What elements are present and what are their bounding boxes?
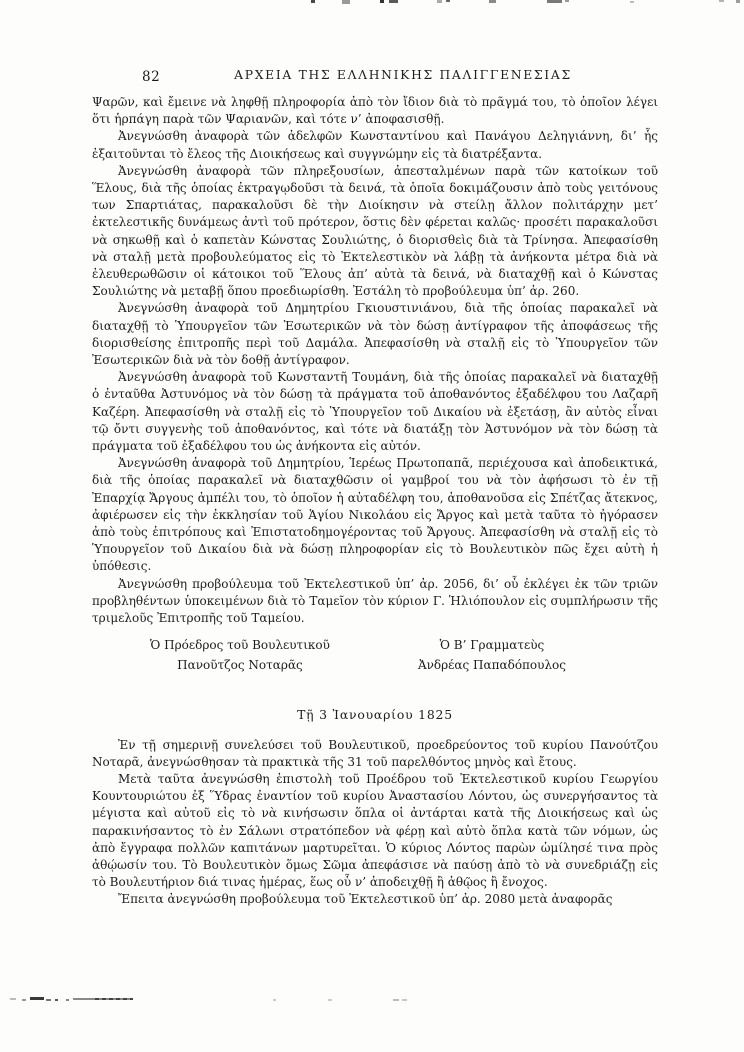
session-date-heading: Τῇ 3 Ἰανουαρίου 1825	[297, 707, 453, 723]
scan-artifact	[273, 999, 276, 1001]
scan-artifact	[22, 999, 26, 1001]
scan-artifact	[402, 999, 407, 1001]
running-header	[92, 68, 658, 86]
body-paragraph: Ἀνεγνώσθη ἀναφορὰ τοῦ Κωνσταντῆ Τουμάνη, διὰ τῆς ὁποίας παρακαλεῖ νὰ διαταχθῇ ὁ ἐνταῦθα Ἀστυνόμος νὰ τὸν δώσῃ τὰ πράγματα τοῦ ἀποθανόντος ἐξαδέλφου του Λαζαρῆ Καζέρη. Ἀπεφασίσθη νὰ σταλῇ εἰς τὸ Ὑπουργεῖον τοῦ Δικαίου νὰ ἐξετάσῃ, ἂν αὐτὸς εἶναι τῷ ὄντι συγγενὴς τοῦ ἀποθανόντος, καὶ τότε νὰ διατάξῃ τὸν Ἀστυνόμον νὰ τὸν δώσῃ τὰ πράγματα τοῦ ἐξαδέλφου του ὡς ἀνήκοντα εἰς αὐτόν.	[92, 370, 658, 454]
scan-artifact	[55, 999, 58, 1001]
scan-artifact	[489, 0, 496, 3]
header-title: ΑΡΧΕΙΑ ΤΗΣ ΕΛΛΗΝΙΚΗΣ ΠΑΛΙΓΓΕΝΕΣΙΑΣ	[234, 68, 572, 82]
scan-artifact	[66, 999, 69, 1001]
page-body	[92, 94, 658, 909]
body-paragraph: Ψαρῶν, καὶ ἔμεινε νὰ ληφθῇ πληροφορία ἀπὸ τὸν ἴδιον διὰ τὸ πρᾶγμά του, τὸ ὁποῖον λέγει ὅτι ἡρπάγη παρὰ τῶν Ψαριανῶν, καὶ τότε ν’ ἀποφασισθῇ.	[92, 95, 658, 127]
scan-artifact	[389, 0, 398, 3]
scan-artifact	[380, 0, 384, 3]
scan-artifact	[10, 998, 16, 1000]
body-paragraph: Μετὰ ταῦτα ἀνεγνώσθη ἐπιστολὴ τοῦ Προέδρου τοῦ Ἐκτελεστικοῦ κυρίου Γεωργίου Κουντουριώτου ἐξ Ὕδρας ἐναντίον τοῦ κυρίου Ἀναστασίου Λόντου, ὡς συνεργήσαντος τὰ μέγιστα καὶ αὐτοῦ εἰς τὸ νὰ κινήσωσιν ὅπλα οἱ ἀντάρται κατὰ τῆς Διοικήσεως καὶ ὡς παρακινήσαντος τὸ ἐν Σάλωνι στρατόπεδον νὰ φέρῃ καὶ αὐτὸ ὅπλα κατὰ τῶν νόμων, ὡς ἀπὸ ἔγγραφα πολλῶν καπιτάνων μαρτυρεῖται. Ὁ κύριος Λόντος παρὼν ὡμίλησέ τινα πρὸς ἀθῴωσίν του. Τὸ Βουλευτικὸν ὅμως Σῶμα ἀπεφάσισε νὰ παύσῃ ἀπὸ τὸ νὰ συνεδριάζῃ εἰς τὸ Βουλευτήριον διά τινας ἡμέρας, ἕως οὗ ν’ ἀποδειχθῇ ἢ ἀθῷος ἢ ἔνοχος.	[92, 771, 658, 890]
president-signature	[150, 636, 330, 675]
body-paragraph: Ἀνεγνώσθη ἀναφορὰ τῶν ἀδελφῶν Κωνσταντίνου καὶ Πανάγου Δεληγιάννη, δι’ ἧς ἐξαιτοῦνται τὸ ἔλεος τῆς Διοικήσεως καὶ συγγνώμην εἰς τὰ διατρέξαντα.	[92, 129, 658, 161]
body-paragraph: Ἀνεγνώσθη προβούλευμα τοῦ Ἐκτελεστικοῦ ὑπ’ ἀρ. 2056, δι’ οὗ ἐκλέγει ἐκ τῶν τριῶν προβληθέντων ὑποκειμένων διὰ τὸ Ταμεῖον τὸν κύριον Γ. Ἡλιόπουλον εἰς συμπλήρωσιν τῆς τριμελοῦς Ἐπιτροπῆς τοῦ Ταμείου.	[92, 576, 658, 626]
body-paragraph: Ἀνεγνώσθη ἀναφορὰ τῶν πληρεξουσίων, ἀπεσταλμένων παρὰ τῶν κατοίκων τοῦ Ἕλους, διὰ τῆς ὁποίας ἐκτραγῳδοῦσι τὰ δεινά, τὰ ὁποῖα δοκιμάζουσιν ἀπὸ τοὺς γειτόνους των Σπαρτιάτας, παρακαλοῦσι δὲ τὴν Διοίκησιν νὰ στείλῃ ἄλλον πολιτάρχην μετ’ ἐκτελεστικῆς δυνάμεως ἀντὶ τοῦ πρότερον, ὅστις δὲν φέρεται καλῶς· προσέτι παρακαλοῦσι νὰ σηκωθῇ καὶ ὁ καπετὰν Κώνστας Σουλιώτης, ὁ διορισθεὶς διὰ τὰ Τρίνησα. Ἀπεφασίσθη νὰ σταλῇ μετὰ προβουλεύματος εἰς τὸ Ἐκτελεστικὸν νὰ λάβῃ τὰ ἀνήκοντα μέτρα διὰ νὰ ἐλευθερωθῶσιν οἱ κάτοικοι τοῦ Ἕλους ἀπ’ αὐτὰ τὰ δεινά, νὰ διαταχθῇ καὶ ὁ Κώνστας Σουλιώτης νὰ μεταβῇ ὅπου προεδιωρίσθη. Ἐστάλη τὸ προβούλευμα ὑπ’ ἀρ. 260.	[92, 163, 658, 299]
body-paragraph: Ἀνεγνώσθη ἀναφορὰ τοῦ Δημητρίου, Ἱερέως Πρωτοπαπᾶ, περιέχουσα καὶ ἀποδεικτικά, διὰ τῆς ὁποίας παρακαλεῖ νὰ διαταχθῶσιν οἱ γαμβροί του νὰ τὸν ἀφήσωσι τὸ ἐν τῇ Ἐπαρχίᾳ Ἄργους ἀμπέλι του, τὸ ὁποῖον ἡ αὐταδέλφη του, ἀποθανοῦσα εἰς Σπέτζας ἄτεκνος, ἀφιέρωσεν εἰς τὴν ἐκκλησίαν τοῦ Ἁγίου Νικολάου εἰς Ἄργος καὶ μετὰ ταῦτα τὸ ἠγόρασεν ἀπὸ τοὺς ἐπιτρόπους καὶ Ἐπιστατοδημογέροντας τοῦ Ἄργους. Ἀπεφασίσθη νὰ σταλῇ εἰς τὸ Ὑπουργεῖον τοῦ Δικαίου διὰ νὰ δώσῃ πληροφορίαν εἰς τὸ Βουλευτικὸν πῶς ἔχει αὐτὴ ἡ ὑπόθεσις.	[92, 456, 658, 574]
scan-artifact	[630, 1, 634, 3]
scan-artifact	[719, 0, 724, 2]
scan-artifact	[736, 0, 740, 3]
page-number: 82	[142, 69, 161, 85]
scan-artifact	[95, 998, 133, 1000]
president-role: Ὁ Πρόεδρος τοῦ Βουλευτικοῦ	[150, 638, 330, 653]
scan-artifact	[30, 997, 44, 1000]
scan-artifact	[328, 999, 332, 1001]
scan-artifact	[46, 999, 51, 1001]
scan-artifact	[437, 0, 442, 3]
secretary-name: Ἀνδρέας Παπαδόπουλος	[417, 657, 566, 672]
secretary-role: Ὁ Β’ Γραμματεὺς	[439, 638, 545, 653]
scan-artifact	[446, 0, 450, 2]
scan-artifact	[311, 0, 315, 3]
scan-artifact	[342, 0, 350, 4]
body-paragraph: Ἐν τῇ σημερινῇ συνελεύσει τοῦ Βουλευτικοῦ, προεδρεύοντος τοῦ κυρίου Πανούτζου Νοταρᾶ, ἀνεγνώσθησαν τὰ πρακτικὰ τῆς 31 τοῦ παρελθόντος μηνὸς καὶ ἔτους.	[92, 737, 658, 769]
secretary-signature	[418, 636, 566, 675]
scan-artifact	[547, 0, 562, 3]
body-paragraph: Ἀνεγνώσθη ἀναφορὰ τοῦ Δημητρίου Γκιουστινιάνου, διὰ τῆς ὁποίας παρακαλεῖ νὰ διαταχθῇ τὸ Ὑπουργεῖον τῶν Ἐσωτερικῶν νὰ τὸν δώσῃ ἀντίγραφον τῆς ἀποφάσεως τῆς διορισθείσης ἐπιτροπῆς περὶ τοῦ Δαμάλα. Ἀπεφασίσθη νὰ σταλῇ εἰς τὸ Ὑπουργεῖον τῶν Ἐσωτερικῶν διὰ νὰ τὸν δοθῇ ἀντίγραφον.	[92, 301, 658, 368]
scan-artifact	[565, 0, 569, 2]
president-name: Πανοῦτζος Νοταρᾶς	[177, 657, 303, 672]
body-paragraph: Ἔπειτα ἀνεγνώσθη προβούλευμα τοῦ Ἐκτελεστικοῦ ὑπ’ ἀρ. 2080 μετὰ ἀναφορᾶς	[118, 892, 613, 907]
scan-artifact	[393, 999, 399, 1001]
signature-block	[92, 636, 658, 675]
